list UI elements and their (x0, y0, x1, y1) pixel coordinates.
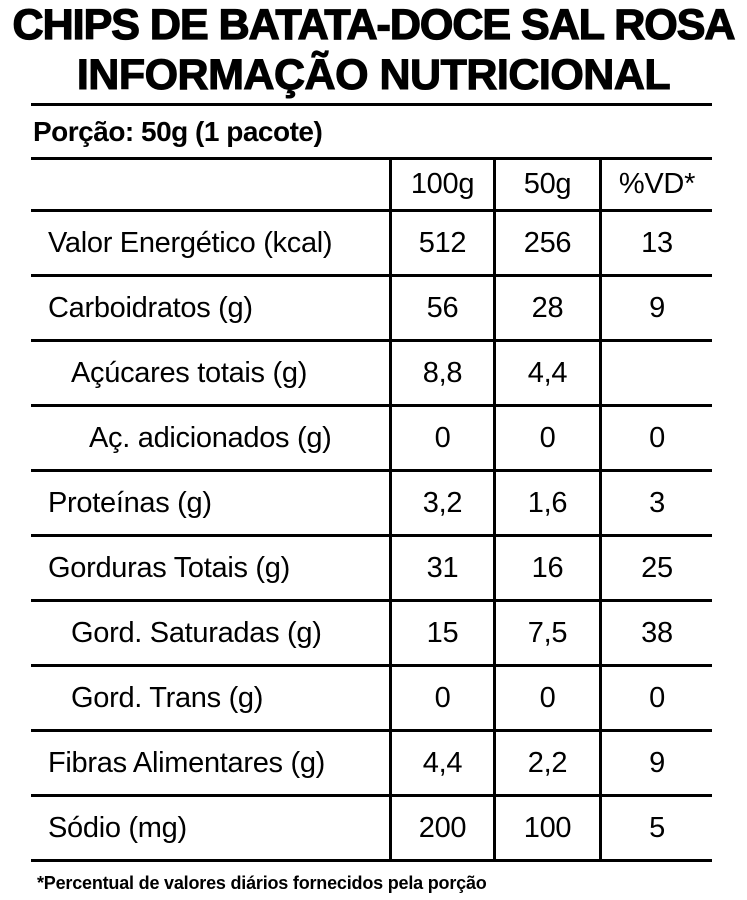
nutrient-label: Proteínas (g) (31, 472, 389, 537)
value-per-50g: 7,5 (493, 602, 599, 667)
nutrient-label: Fibras Alimentares (g) (31, 732, 389, 797)
value-per-100g: 15 (389, 602, 493, 667)
value-per-100g: 31 (389, 537, 493, 602)
column-header-per-100g: 100g (389, 160, 493, 212)
value-per-100g: 4,4 (389, 732, 493, 797)
value-per-100g: 200 (389, 797, 493, 862)
value-percent-vd: 5 (599, 797, 712, 862)
value-per-100g: 0 (389, 667, 493, 732)
value-percent-vd: 0 (599, 667, 712, 732)
column-header-nutrient (31, 160, 389, 212)
value-per-100g: 3,2 (389, 472, 493, 537)
value-per-50g: 256 (493, 212, 599, 277)
value-per-50g: 0 (493, 667, 599, 732)
value-percent-vd: 0 (599, 407, 712, 472)
value-per-100g: 512 (389, 212, 493, 277)
value-percent-vd: 9 (599, 277, 712, 342)
value-per-100g: 56 (389, 277, 493, 342)
nutrition-table (31, 157, 712, 862)
nutrient-label: Gorduras Totais (g) (31, 537, 389, 602)
serving-size: Porção: 50g (1 pacote) (33, 116, 323, 147)
value-per-50g: 28 (493, 277, 599, 342)
nutrient-label: Gord. Trans (g) (31, 667, 389, 732)
nutrient-label: Sódio (mg) (31, 797, 389, 862)
value-per-50g: 1,6 (493, 472, 599, 537)
column-header-per-50g: 50g (493, 160, 599, 212)
product-title: CHIPS DE BATATA-DOCE SAL ROSA (12, 1, 735, 49)
value-percent-vd: 9 (599, 732, 712, 797)
title-divider (31, 103, 712, 106)
nutrient-label: Gord. Saturadas (g) (31, 602, 389, 667)
value-per-100g: 8,8 (389, 342, 493, 407)
value-percent-vd (599, 342, 712, 407)
daily-values-footnote: *Percentual de valores diários fornecidos pela porção (37, 873, 487, 893)
nutrition-info-title: INFORMAÇÃO NUTRICIONAL (76, 51, 671, 99)
value-percent-vd: 13 (599, 212, 712, 277)
column-header-percent-vd: %VD* (599, 160, 712, 212)
value-per-50g: 100 (493, 797, 599, 862)
value-per-50g: 2,2 (493, 732, 599, 797)
value-per-50g: 4,4 (493, 342, 599, 407)
value-percent-vd: 3 (599, 472, 712, 537)
nutrient-label: Aç. adicionados (g) (31, 407, 389, 472)
value-percent-vd: 25 (599, 537, 712, 602)
nutrient-label: Açúcares totais (g) (31, 342, 389, 407)
value-per-50g: 16 (493, 537, 599, 602)
nutrient-label: Carboidratos (g) (31, 277, 389, 342)
nutrient-label: Valor Energético (kcal) (31, 212, 389, 277)
value-per-50g: 0 (493, 407, 599, 472)
value-per-100g: 0 (389, 407, 493, 472)
value-percent-vd: 38 (599, 602, 712, 667)
